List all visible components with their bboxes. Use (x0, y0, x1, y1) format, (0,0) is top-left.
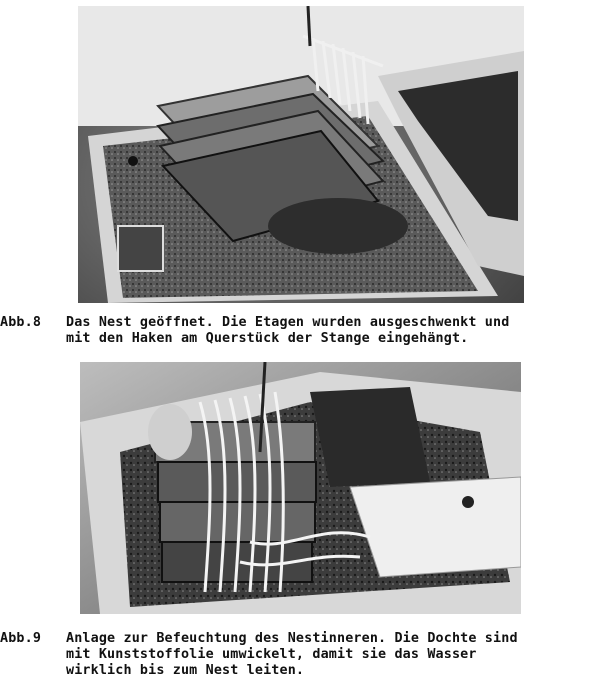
figure-9-label: Abb.9 (0, 631, 42, 646)
figure-9-caption-line: mit Kunststoffolie umwickelt, damit sie das Wasser (66, 647, 477, 662)
figure-8-photo (78, 6, 524, 303)
figure-8-label: Abb.8 (0, 315, 42, 330)
figure-8-caption-line: Das Nest geöffnet. Die Etagen wurden ausgeschwenkt und (66, 315, 510, 330)
figure-9-photo (80, 362, 521, 614)
figure-8-photo-drawing (78, 6, 524, 303)
figure-9-caption-line: Anlage zur Befeuchtung des Nestinneren. Die Dochte sind (66, 631, 518, 646)
figure-9-caption-line: wirklich bis zum Nest leiten. (66, 663, 305, 678)
figure-9-caption-text (66, 631, 518, 679)
figure-9-photo-drawing (80, 362, 521, 614)
figure-8-caption-line: mit den Haken am Querstück der Stange eingehängt. (66, 331, 469, 346)
figure-8-caption-text (66, 315, 509, 347)
